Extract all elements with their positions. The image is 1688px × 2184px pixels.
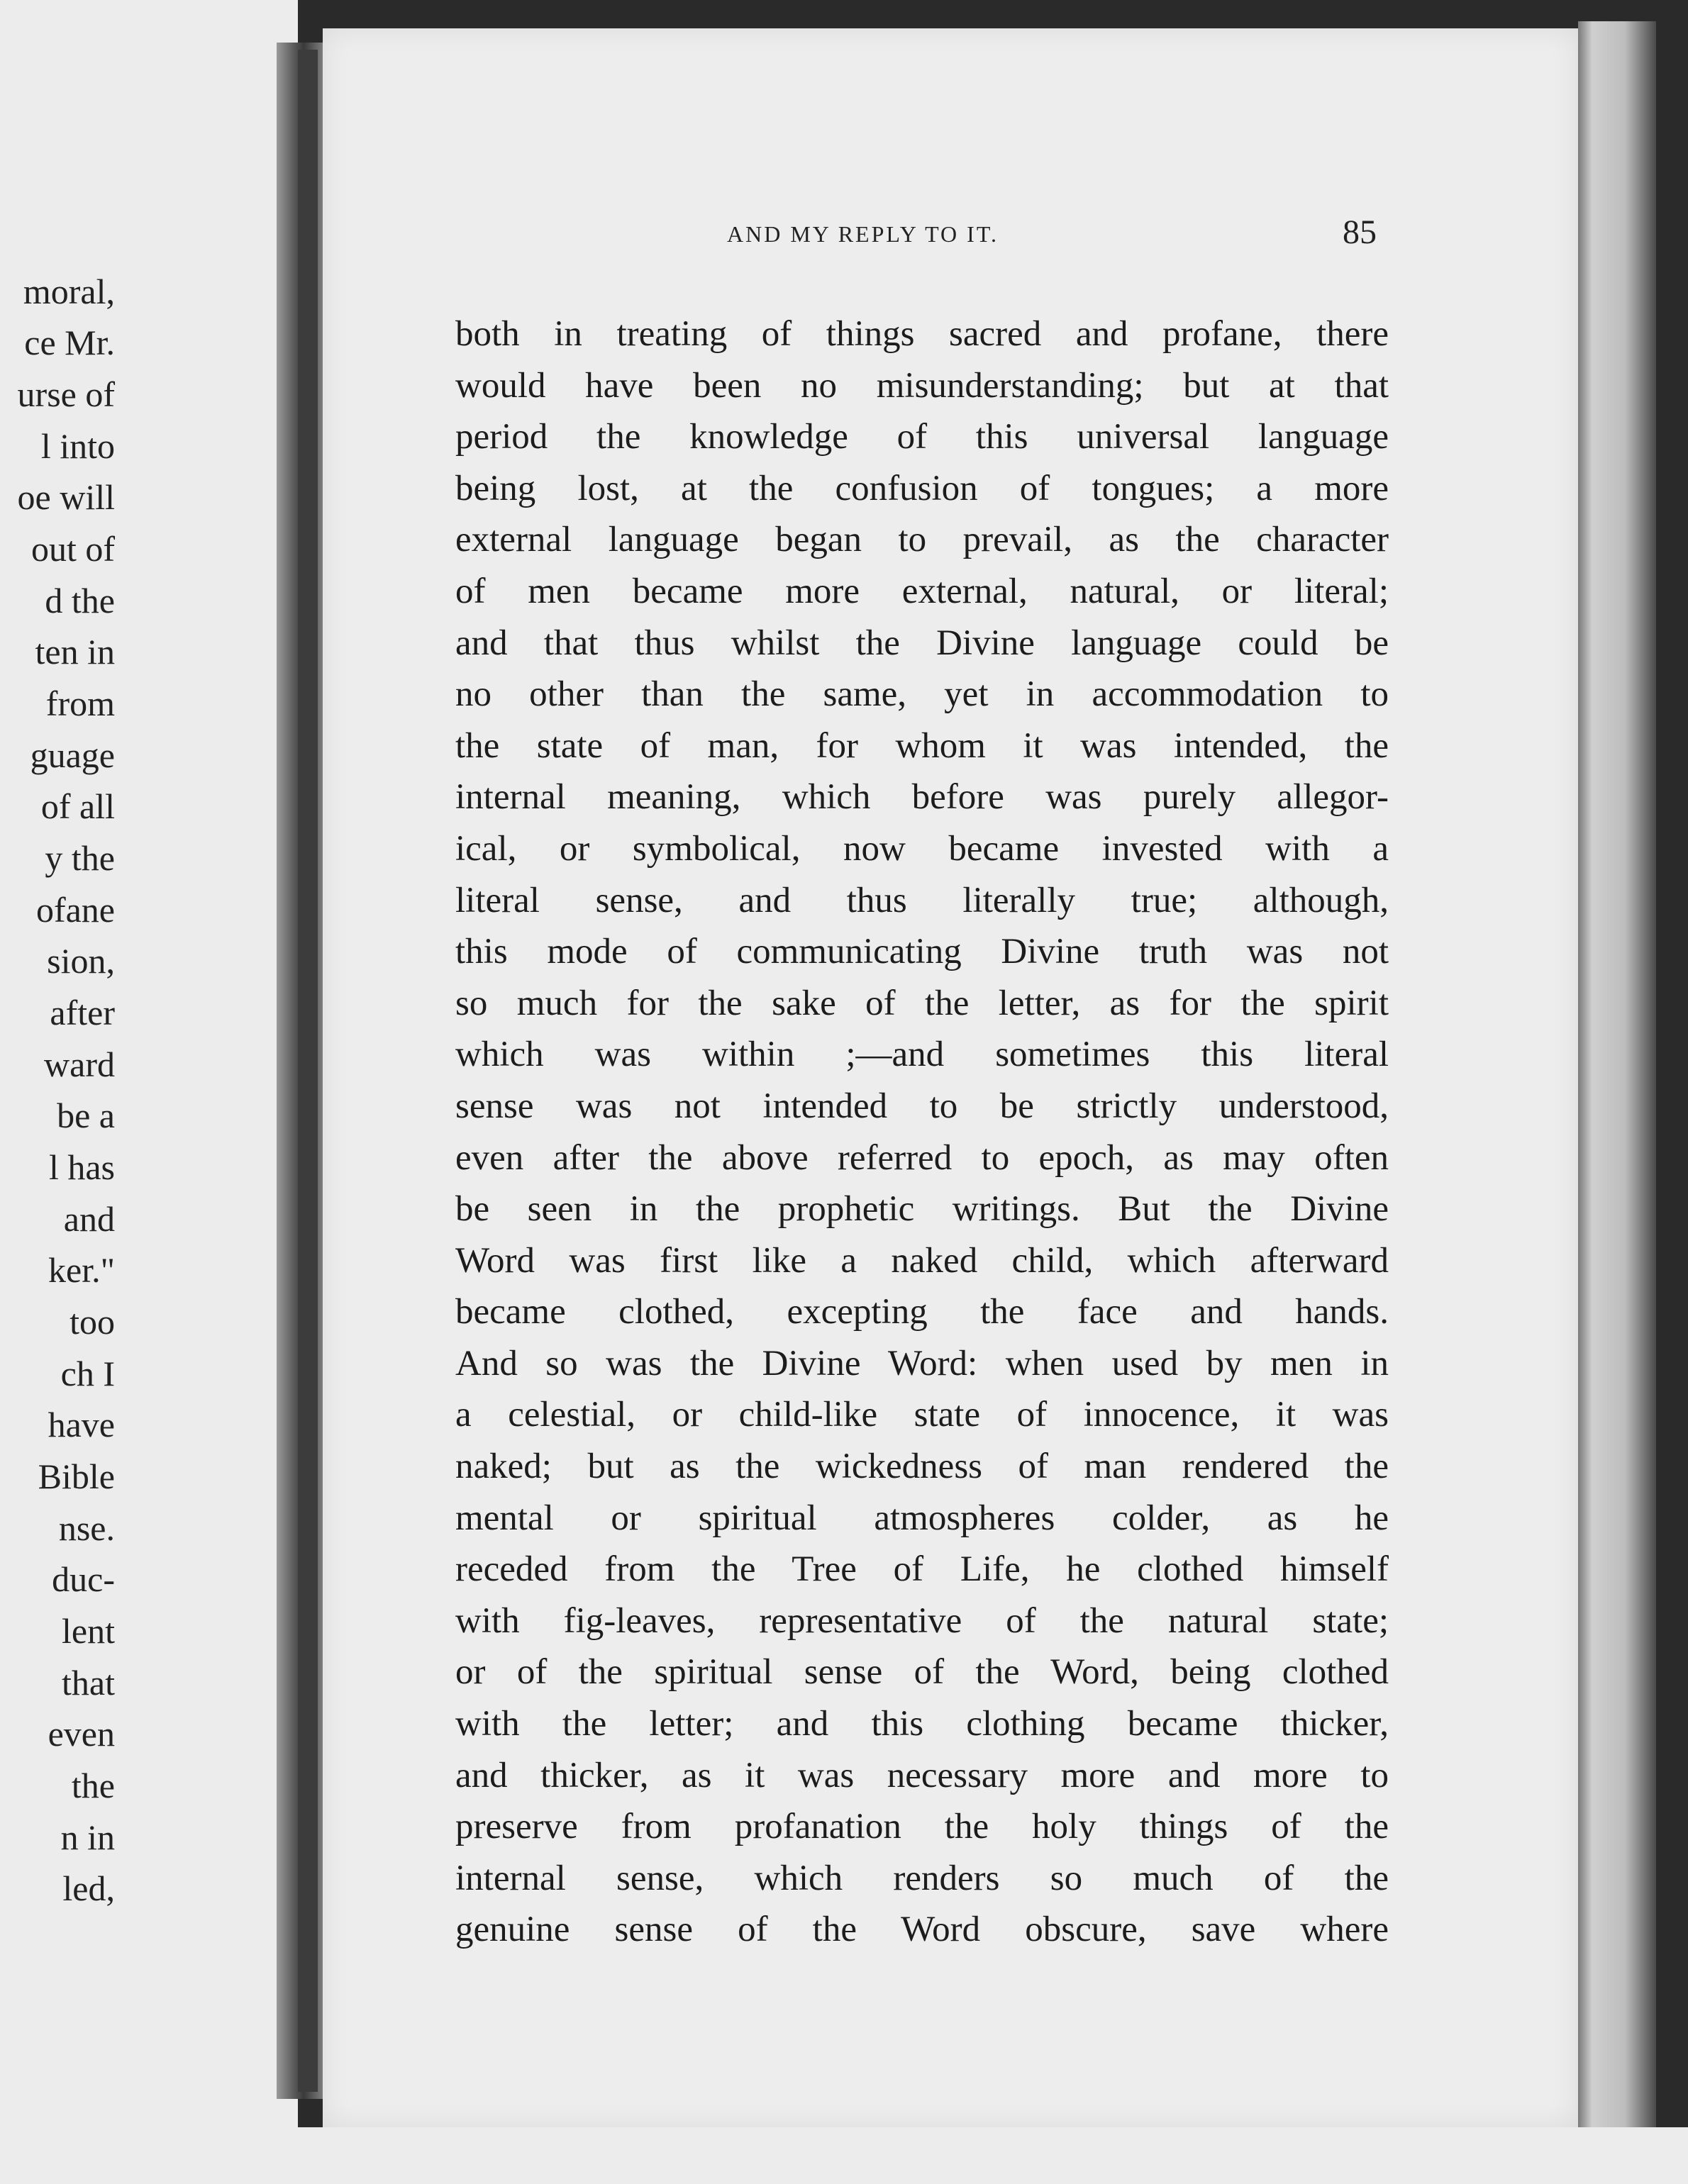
left-line: ce Mr. [24,323,115,362]
text-line: literal sense, and thus literally true; although, [455,880,1389,920]
text-line: with the letter; and this clothing became thicker, [455,1704,1389,1744]
text-line: internal meaning, which before was purely allegor- [455,777,1389,818]
text-line: being lost, at the confusion of tongues; a more [455,468,1389,508]
left-line: be a [57,1096,115,1135]
left-line: urse of [17,374,115,414]
left-line: ward [44,1044,115,1084]
page-edge [1578,21,1656,2141]
left-line: Bible [38,1456,115,1496]
text-line: sense was not intended to be strictly understood, [455,1086,1389,1126]
page-number: 85 [1343,213,1377,251]
left-line: that [62,1663,115,1703]
left-line: too [70,1302,115,1342]
text-line: Word was first like a naked child, which afterward [455,1240,1389,1281]
left-line: have [48,1405,115,1444]
left-line: moral, [23,272,115,311]
left-line: the [71,1766,115,1805]
left-line: ch I [60,1354,115,1393]
text-line: of men became more external, natural, or literal; [455,571,1389,611]
text-line: period the knowledge of this universal language [455,417,1389,457]
text-line: preserve from profanation the holy things of the [455,1807,1389,1847]
text-line: ical, or symbolical, now became invested with a [455,828,1389,869]
left-line: y the [45,838,115,878]
text-line: mental or spiritual atmospheres colder, as he [455,1498,1389,1538]
gutter-shadow [298,50,318,2092]
left-line: l has [48,1147,115,1187]
text-line: genuine sense of the Word obscure, save where [455,1910,1389,1950]
body-text [455,308,1389,1956]
text-line: and that thus whilst the Divine language could be [455,623,1389,663]
text-line: receded from the Tree of Life, he clothed himself [455,1549,1389,1590]
text-line: or of the spiritual sense of the Word, being clothed [455,1652,1389,1693]
left-line: even [48,1714,115,1754]
text-line: And so was the Divine Word: when used by men in [455,1343,1389,1383]
text-line: with fig-leaves, representative of the natural state; [455,1600,1389,1641]
left-line: sion, [47,941,115,981]
text-line: be seen in the prophetic writings. But the Divine [455,1189,1389,1230]
text-line: became clothed, excepting the face and hands. [455,1292,1389,1332]
text-line: and thicker, as it was necessary more and more to [455,1755,1389,1795]
text-line: which was within ;—and sometimes this literal [455,1035,1389,1075]
text-line: no other than the same, yet in accommodation to [455,674,1389,715]
left-line: guage [30,735,115,775]
left-line: from [45,684,115,723]
left-page-text [0,271,298,1973]
left-line: duc- [52,1559,115,1599]
text-line: so much for the sake of the letter, as for the spirit [455,983,1389,1023]
left-line: d the [45,581,115,620]
left-line: and [63,1199,115,1239]
text-line: internal sense, which renders so much of the [455,1858,1389,1898]
scan-bottom-margin [0,2127,1688,2184]
left-line: nse. [58,1508,115,1548]
left-line: l into [40,426,115,466]
left-line: lent [62,1611,115,1651]
left-page [0,0,298,2149]
left-line: n in [60,1817,115,1857]
text-line: the state of man, for whom it was intended, the [455,725,1389,766]
text-line: both in treating of things sacred and profane, there [455,314,1389,354]
text-line: this mode of communicating Divine truth was not [455,932,1389,972]
text-line: a celestial, or child-like state of innocence, it was [455,1395,1389,1435]
left-line: out of [30,529,115,569]
left-line: ker." [48,1250,115,1290]
left-line: ten in [35,632,115,672]
text-line: even after the above referred to epoch, as may often [455,1137,1389,1178]
left-line: led, [62,1868,115,1908]
text-line: naked; but as the wickedness of man rendered the [455,1447,1389,1487]
text-line: would have been no misunderstanding; but at that [455,365,1389,406]
left-line: of all [40,786,115,826]
left-line: oe will [17,477,115,517]
text-line: external language began to prevail, as the character [455,520,1389,560]
left-line: after [50,993,115,1032]
left-line: ofane [35,890,115,930]
running-header: AND MY REPLY TO IT. [727,221,999,247]
